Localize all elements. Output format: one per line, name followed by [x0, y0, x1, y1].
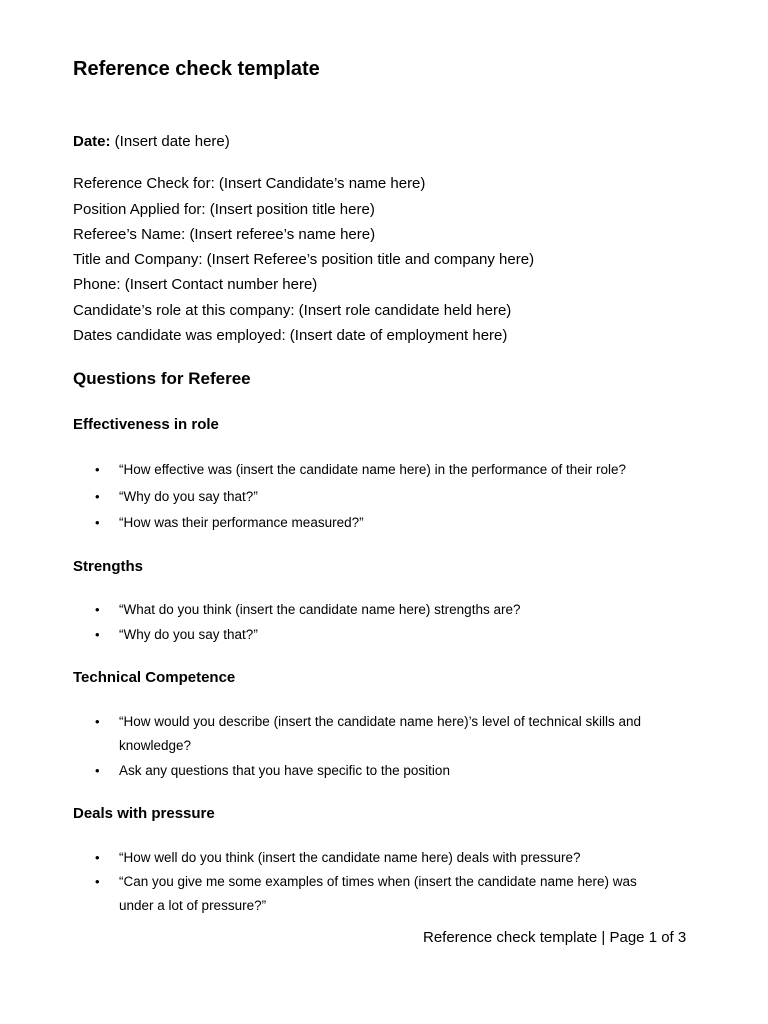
- list-item: [95, 870, 695, 918]
- list-item: [95, 846, 695, 870]
- field-candidate-role: Candidate’s role at this company: (Insert role candidate held here): [73, 302, 512, 319]
- field-dates-employed: Dates candidate was employed: (Insert date of employment here): [73, 327, 508, 344]
- bullet-text: “How was their performance measured?”: [119, 515, 364, 530]
- section-heading-effectiveness: Effectiveness in role: [73, 416, 219, 433]
- date-line: [73, 133, 230, 151]
- field-reference-check-for: Reference Check for: (Insert Candidate’s name here): [73, 175, 426, 192]
- bullet-text: “How effective was (insert the candidate name here) in the performance of their role?: [119, 462, 627, 477]
- page-footer: Reference check template | Page 1 of 3: [423, 929, 687, 946]
- bullet-icon: •: [95, 627, 100, 642]
- bullet-text: “Why do you say that?”: [119, 627, 258, 642]
- list-item: [95, 485, 695, 509]
- bullet-text: “How well do you think (insert the candidate name here) deals with pressure?: [119, 850, 581, 865]
- bullet-text: “Can you give me some examples of times when (insert the candidate name here) was under a lot of pressure?”: [119, 874, 637, 913]
- list-item: [95, 710, 695, 758]
- field-referee-name: Referee’s Name: (Insert referee’s name here): [73, 226, 376, 243]
- date-value: (Insert date here): [110, 133, 230, 150]
- bullet-icon: •: [95, 462, 100, 477]
- bullet-icon: •: [95, 874, 100, 889]
- bullet-icon: •: [95, 763, 100, 778]
- questions-heading: Questions for Referee: [73, 369, 251, 388]
- field-position-applied-for: Position Applied for: (Insert position title here): [73, 201, 375, 218]
- list-item: [95, 458, 695, 482]
- bullet-icon: •: [95, 515, 100, 530]
- bullet-text: “Why do you say that?”: [119, 489, 258, 504]
- bullet-icon: •: [95, 850, 100, 865]
- section-heading-strengths: Strengths: [73, 558, 144, 575]
- bullet-text: “What do you think (insert the candidate name here) strengths are?: [119, 602, 521, 617]
- section-heading-deals-with-pressure: Deals with pressure: [73, 805, 215, 822]
- document-title: Reference check template: [73, 58, 320, 80]
- bullet-icon: •: [95, 489, 100, 504]
- field-phone: Phone: (Insert Contact number here): [73, 276, 318, 293]
- list-item: [95, 623, 695, 647]
- bullet-text: “How would you describe (insert the candidate name here)’s level of technical skills and knowledge?: [119, 714, 642, 753]
- section-heading-technical-competence: Technical Competence: [73, 669, 236, 686]
- field-title-and-company: Title and Company: (Insert Referee’s position title and company here): [73, 251, 535, 268]
- date-label: Date:: [73, 133, 111, 150]
- bullet-icon: •: [95, 714, 100, 729]
- bullet-text: Ask any questions that you have specific to the position: [119, 763, 450, 778]
- list-item: [95, 598, 695, 622]
- bullet-icon: •: [95, 602, 100, 617]
- list-item: [95, 511, 695, 535]
- list-item: [95, 759, 695, 783]
